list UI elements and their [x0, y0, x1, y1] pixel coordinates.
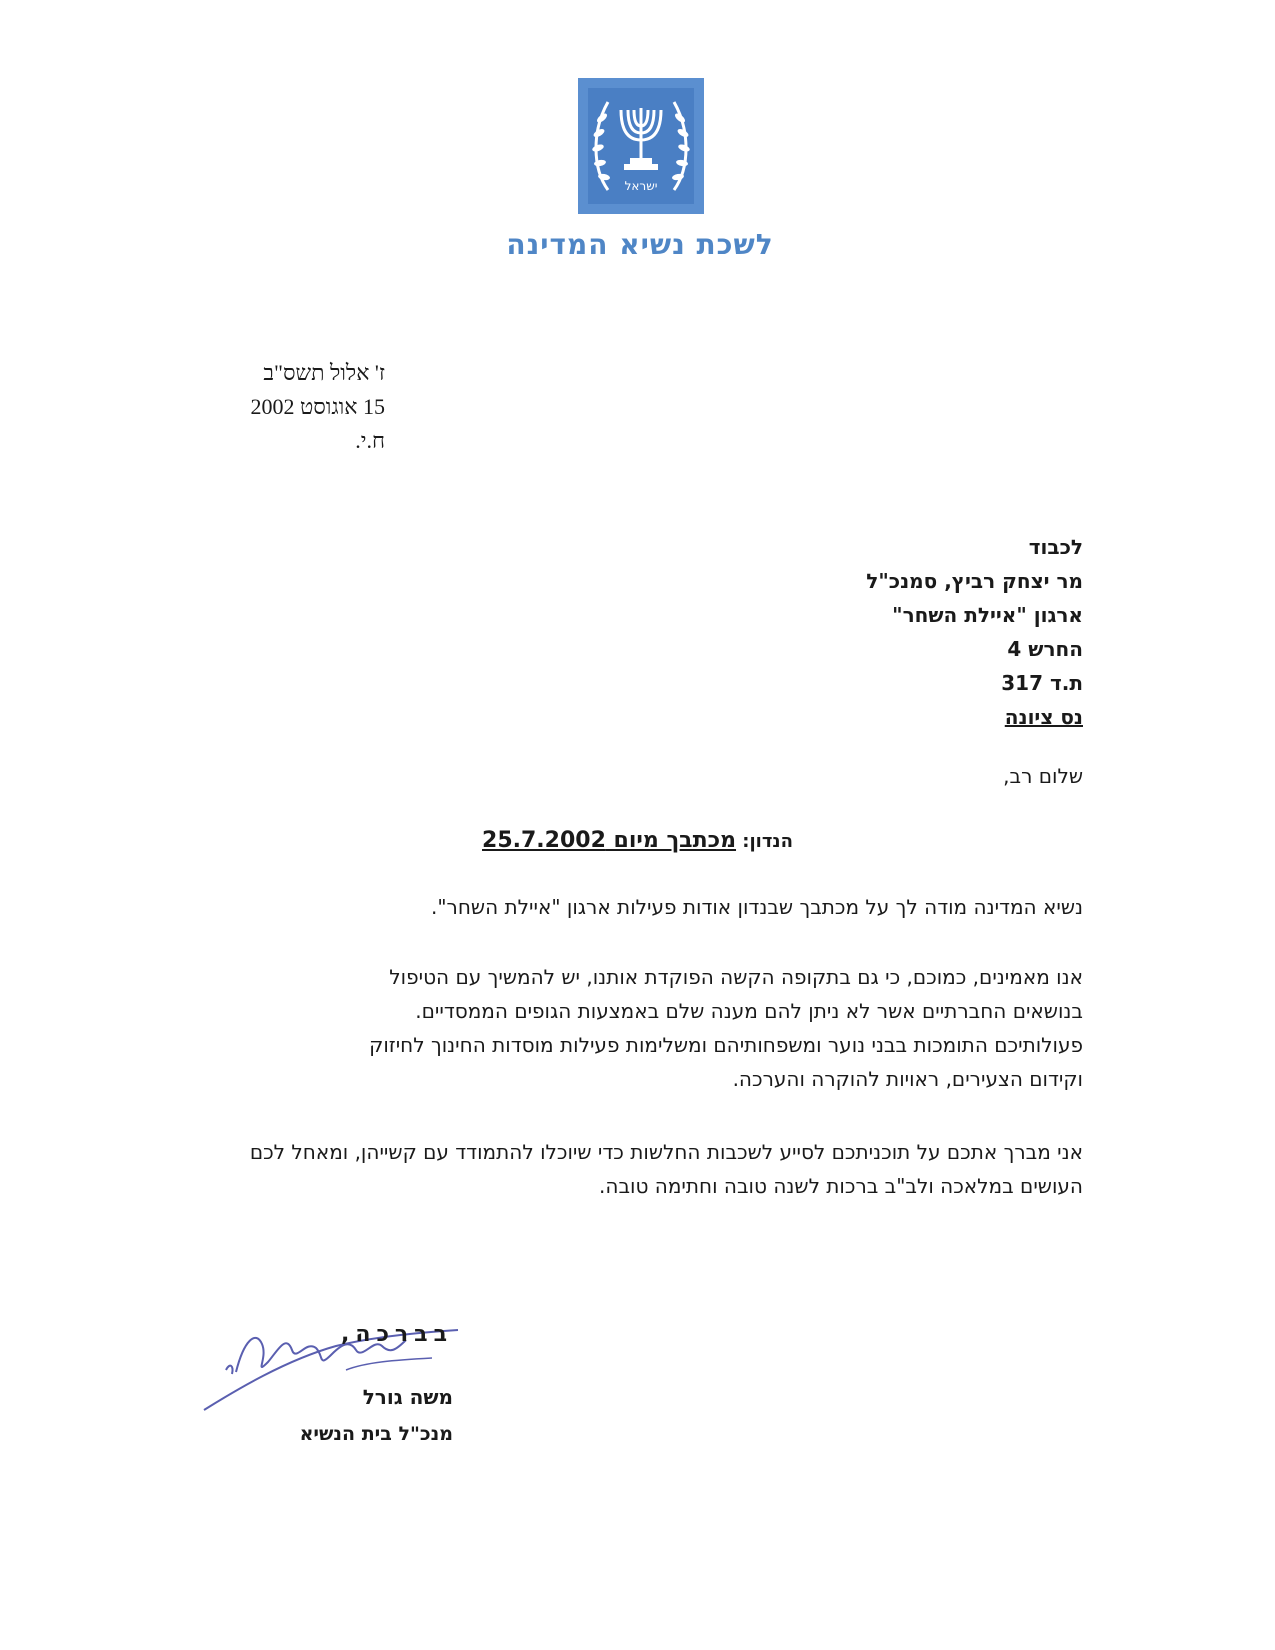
gregorian-date: 15 אוגוסט 2002: [250, 394, 385, 419]
hebrew-date: ז' אלול תשס"ב: [263, 360, 385, 385]
body-paragraph-3: אני מברך אתכם על תוכניתכם לסייע לשכבות החלשות כדי שיוכלו להתמודד עם קשייהן, ומאחל לכם העושים במלאכה ולב"ב ברכות לשנה טובה וחתימה טובה.: [249, 1140, 1083, 1198]
subject-label: הנדון:: [742, 831, 793, 852]
body-paragraph-2: אנו מאמינים, כמוכם, כי גם בתקופה הקשה הפוקדת אותנו, יש להמשיך עם הטיפול בנושאים החברתיים אשר לא ניתן להם מענה שלם באמצעות הגופים הממסדיים. פעולותיכם התומכות בבני נוער ומשפחותיהם ומשלימות פעילות מוסדות החינוך לחיזוק וקידום הצעירים, ראויות להוקרה והערכה.: [369, 965, 1083, 1091]
signatory-title: מנכ"ל בית הנשיא: [299, 1423, 453, 1445]
date-block: [250, 356, 385, 458]
israel-emblem-icon: [578, 78, 704, 214]
subject-text: מכתבך מיום 25.7.2002: [482, 828, 737, 853]
emblem-text: ישראל: [624, 179, 658, 193]
recipient-city: נס ציונה: [1004, 705, 1083, 729]
subject-line: [0, 828, 1275, 853]
recipient-block: [866, 530, 1083, 734]
recipient-honorific: לכבוד: [1028, 535, 1083, 559]
office-name: לשכת נשיא המדינה: [506, 228, 774, 261]
recipient-street: החרש 4: [1007, 637, 1083, 661]
closing-block: [300, 1322, 453, 1445]
recipient-organization: ארגון "איילת השחר": [892, 603, 1083, 627]
body-paragraph-1: נשיא המדינה מודה לך על מכתבך שבנדון אודות פעילות ארגון "איילת השחר".: [431, 895, 1083, 919]
closing-regards: בברכה,: [340, 1322, 453, 1347]
recipient-name: מר יצחק רביץ, סמנכ"ל: [866, 569, 1083, 593]
recipient-po-box: ת.ד 317: [1001, 671, 1083, 695]
greeting: שלום רב,: [1003, 764, 1083, 788]
signatory-name: משה גורל: [362, 1385, 453, 1409]
reference-initials: ח.י.: [355, 428, 385, 453]
